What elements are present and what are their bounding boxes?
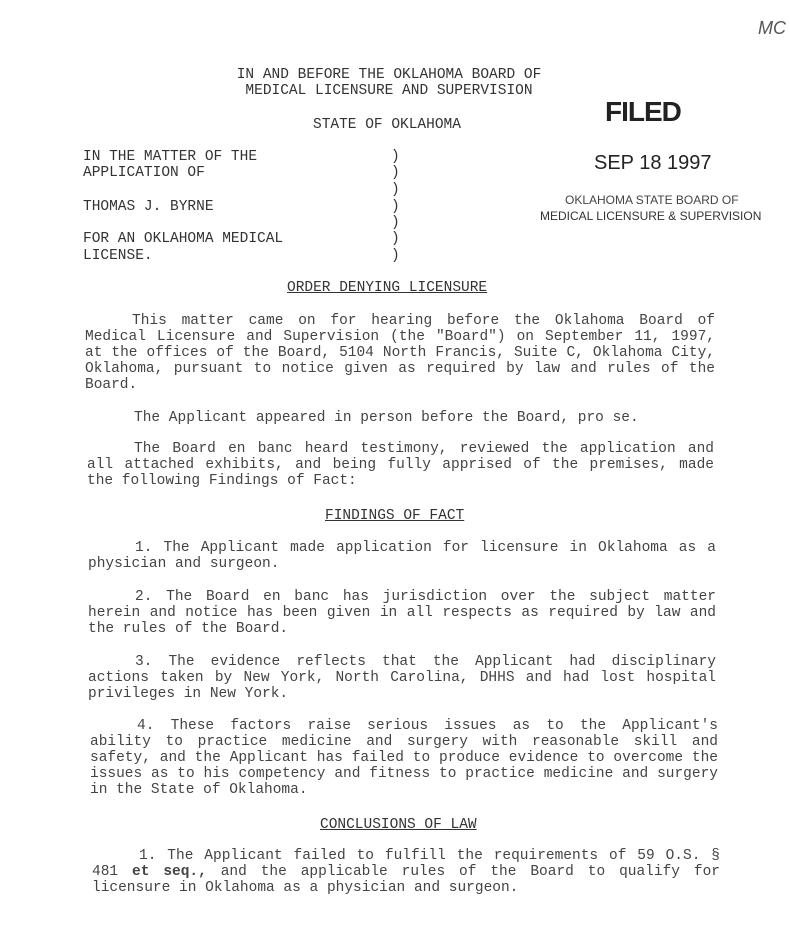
board-title-line2: MEDICAL LICENSURE AND SUPERVISION [245, 83, 533, 99]
caption-bracket-4: ) [391, 199, 400, 215]
conclusion-1-et-seq: et seq., [132, 864, 207, 880]
caption-line-2: APPLICATION OF [83, 165, 205, 181]
filed-stamp: FILED [605, 96, 681, 127]
intro-paragraph-3: The Board en banc heard testimony, reviewed the application and all attached exhibits, and being fully apprised of the premises, made the following Findings of Fact: [87, 441, 714, 489]
finding-4: 4. These factors raise serious issues as to the Applicant's ability to practice medicine and surgery with reasonable skill and safety, and the Applicant has failed to produce evidence to overcome the issues as to his competency and fitness to practice medicine and surgery in the State of Oklahoma. [90, 718, 718, 798]
finding-1: 1. The Applicant made application for licensure in Oklahoma as a physician and surgeon. [88, 540, 716, 572]
conclusions-heading: CONCLUSIONS OF LAW [320, 817, 477, 833]
caption-line-7: LICENSE. [83, 248, 153, 264]
caption-bracket-7: ) [391, 248, 400, 264]
corner-handwritten-initials: MC [758, 18, 786, 38]
order-title: ORDER DENYING LICENSURE [287, 280, 488, 296]
caption-bracket-2: ) [391, 165, 400, 181]
caption-bracket-1: ) [391, 149, 400, 165]
findings-heading: FINDINGS OF FACT [325, 508, 465, 524]
caption-applicant-name: THOMAS J. BYRNE [83, 199, 214, 215]
caption-line-6: FOR AN OKLAHOMA MEDICAL [83, 231, 284, 247]
intro-paragraph-2: The Applicant appeared in person before the Board, pro se. [134, 410, 639, 426]
conclusion-1-text-b: and the applicable rules of the Board to qualify for licensure in Oklahoma as a physician and surgeon. [92, 864, 720, 896]
caption-bracket-5: ) [391, 215, 400, 231]
finding-2: 2. The Board en banc has jurisdiction over the subject matter herein and notice has been given in all respects as required by law and the rules of the Board. [88, 589, 716, 637]
caption-line-1: IN THE MATTER OF THE [83, 149, 258, 165]
stamp-board-line2: MEDICAL LICENSURE & SUPERVISION [540, 209, 762, 223]
intro-paragraph-1: This matter came on for hearing before the Oklahoma Board of Medical Licensure and Supervision (the "Board") on September 11, 1997, at the offices of the Board, 5104 North Francis, Suite C, Oklahoma City, Oklahoma, pursuant to notice given as required by law and rules of the Board. [85, 313, 715, 393]
finding-3: 3. The evidence reflects that the Applicant had disciplinary actions taken by New York, North Carolina, DHHS and had lost hospital privileges in New York. [88, 654, 716, 702]
state-title: STATE OF OKLAHOMA [313, 117, 461, 133]
filed-date: SEP 18 1997 [594, 152, 712, 174]
caption-bracket-6: ) [391, 231, 400, 247]
conclusion-1-text-a: 1. The Applicant failed to fulfill the requirements of 59 O.S. § 481 [92, 848, 720, 880]
board-title-line1: IN AND BEFORE THE OKLAHOMA BOARD OF [236, 67, 542, 83]
stamp-board-line1: OKLAHOMA STATE BOARD OF [565, 193, 739, 207]
caption-bracket-3: ) [391, 182, 400, 198]
conclusion-1 [92, 848, 720, 896]
